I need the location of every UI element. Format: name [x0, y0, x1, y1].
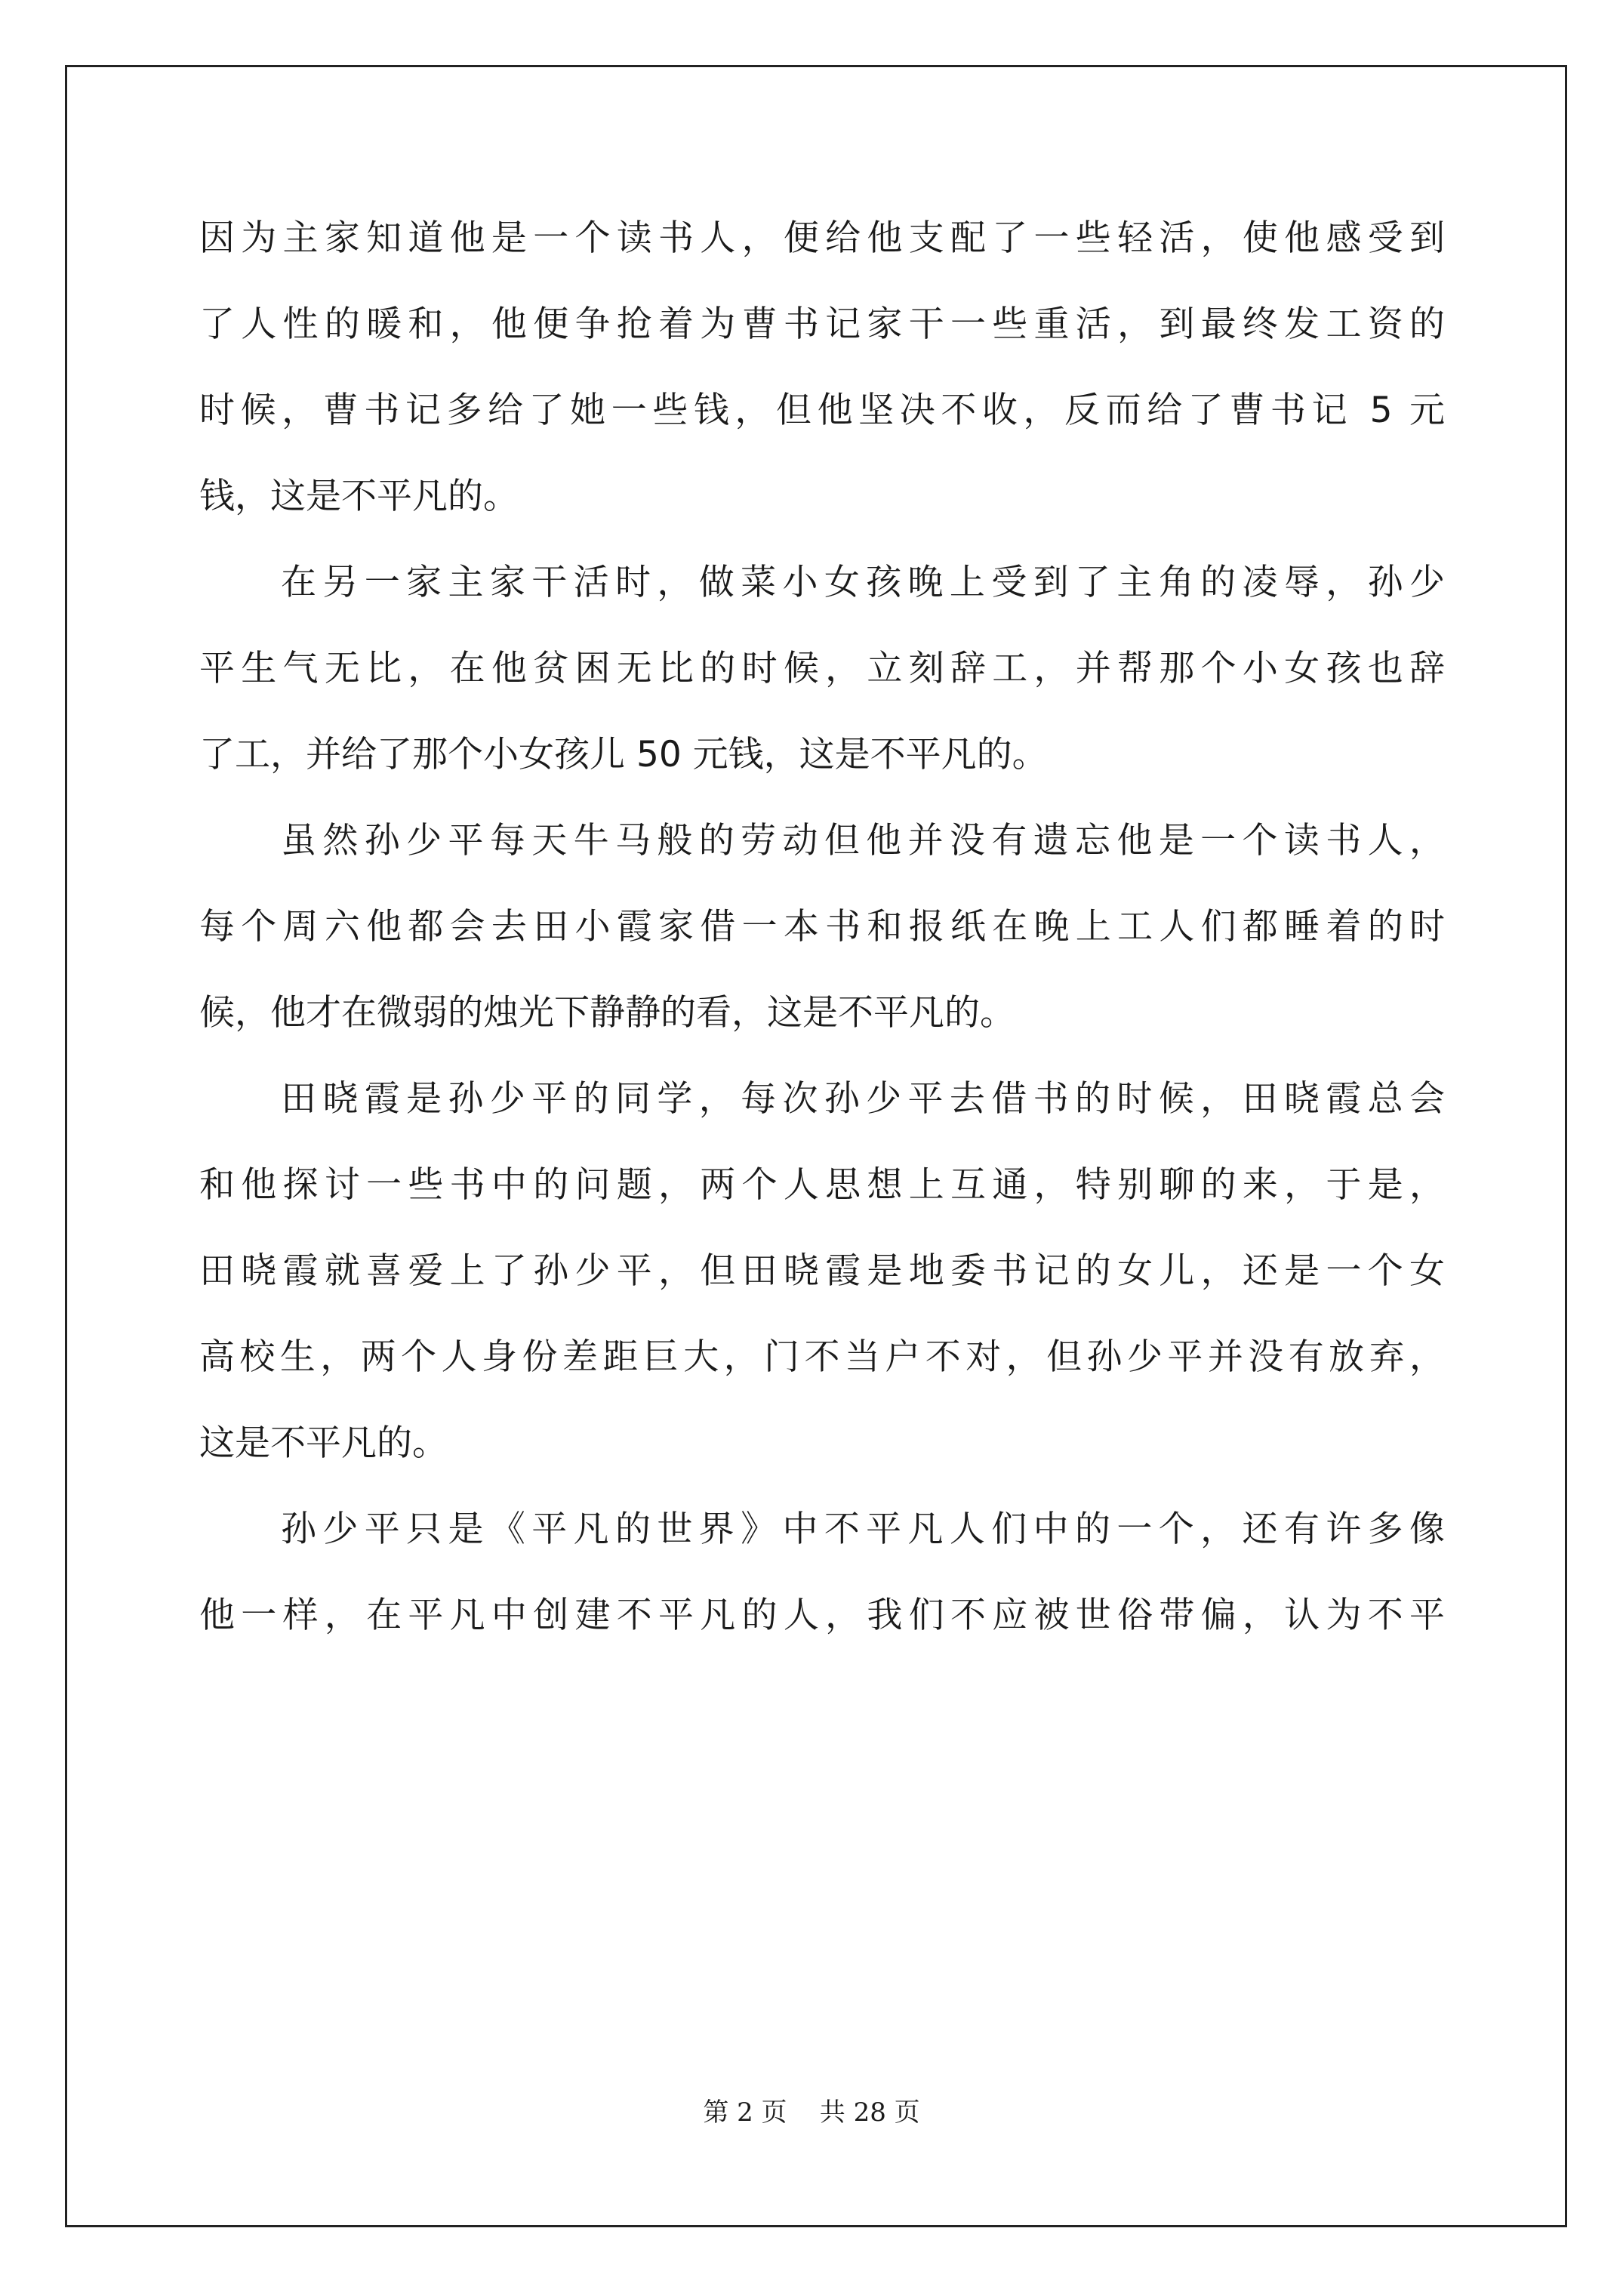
- text-line: 田晓霞就喜爱上了孙少平，但田晓霞是地委书记的女儿，还是一个女: [199, 1250, 1445, 1292]
- text-line: 他一样，在平凡中创建不平凡的人，我们不应被世俗带偏，认为不平: [199, 1595, 1445, 1636]
- text-line-indented: 孙少平只是《平凡的世界》中不平凡人们中的一个，还有许多像: [281, 1509, 1445, 1550]
- text-line-indented: 田晓霞是孙少平的同学，每次孙少平去借书的时候，田晓霞总会: [281, 1078, 1445, 1120]
- text-line-indented: 虽然孙少平每天牛马般的劳动但他并没有遗忘他是一个读书人，: [281, 820, 1445, 861]
- text-line: 这是不平凡的。: [199, 1422, 448, 1464]
- text-line: 平生气无比，在他贫困无比的时候，立刻辞工，并帮那个小女孩也辞: [199, 648, 1445, 689]
- text-line: 候，他才在微弱的烛光下静静的看，这是不平凡的。: [199, 992, 1015, 1034]
- text-line: 高校生，两个人身份差距巨大，门不当户不对，但孙少平并没有放弃，: [199, 1336, 1445, 1378]
- text-line: 因为主家知道他是一个读书人，便给他支配了一些轻活，使他感受到: [199, 217, 1445, 259]
- text-line: 每个周六他都会去田小霞家借一本书和报纸在晚上工人们都睡着的时: [199, 906, 1445, 948]
- text-line: 钱，这是不平凡的。: [199, 476, 519, 517]
- text-line: 和他探讨一些书中的问题，两个人思想上互通，特别聊的来，于是，: [199, 1164, 1445, 1206]
- document-body: [199, 216, 1445, 1679]
- text-line: 了人性的暖和，他便争抢着为曹书记家干一些重活，到最终发工资的: [199, 304, 1445, 345]
- text-line-indented: 在另一家主家干活时，做菜小女孩晚上受到了主角的凌辱，孙少: [281, 562, 1445, 603]
- text-line: 了工，并给了那个小女孩儿 50 元钱，这是不平凡的。: [199, 734, 1048, 775]
- text-line: 时候，曹书记多给了她一些钱，但他坚决不收，反而给了曹书记 5 元: [199, 390, 1445, 431]
- page-number-footer: 第 2 页 共 28 页: [703, 2097, 920, 2128]
